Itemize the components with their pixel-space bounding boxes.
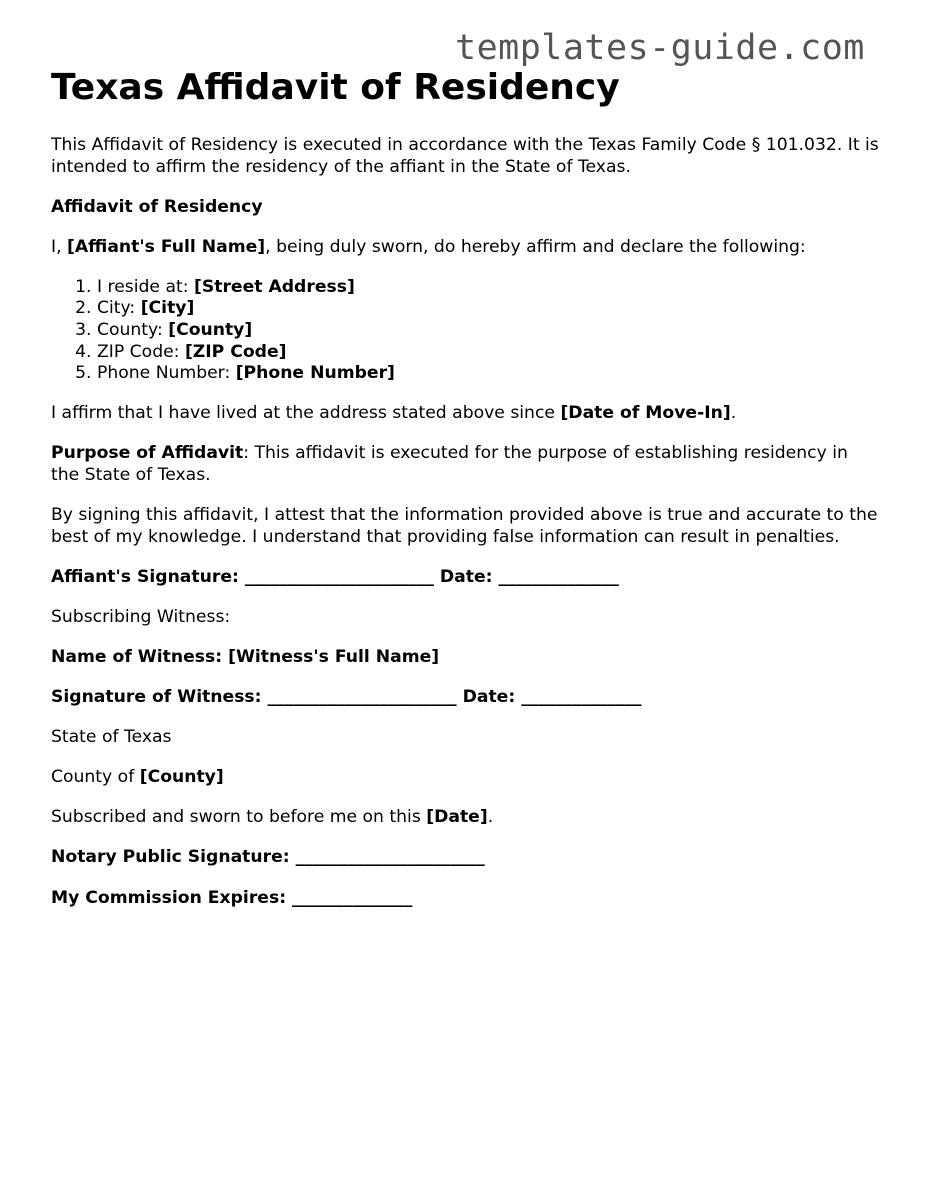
purpose-text: : This affidavit is executed for the purpose of establishing residency in the State of Texas. (51, 443, 848, 486)
witness-name-label: Name of Witness: (51, 647, 229, 667)
list-item (97, 298, 881, 320)
affiant-date-label: Date: (433, 566, 499, 587)
witness-signature-label: Signature of Witness: (51, 687, 268, 708)
commission-label: My Commission Expires: (51, 887, 293, 908)
detail-value: [City] (140, 298, 195, 319)
section-heading (51, 197, 881, 219)
state-line: State of Texas (51, 727, 172, 748)
document-title: Texas Affidavit of Residency (51, 67, 620, 108)
attestation-paragraph: By signing this affidavit, I attest that the information provided above is true and accurate to the best of my knowledge. I understand that providing false information can result in penalties. (51, 505, 878, 547)
list-item (97, 342, 881, 364)
move-in-prefix: I affirm that I have lived at the address stated above since (51, 403, 561, 424)
list-item (97, 277, 881, 299)
section-heading-text: Affidavit of Residency (51, 196, 263, 217)
detail-label: Phone Number: (97, 363, 236, 384)
purpose-paragraph (51, 443, 881, 486)
affiant-name-placeholder: [Affiant's Full Name] (67, 236, 266, 257)
purpose-label: Purpose of Affidavit (51, 443, 244, 464)
witness-name-placeholder: [Witness's Full Name] (228, 647, 440, 667)
affiant-date-field[interactable]: ______________ (498, 566, 619, 587)
declaration-prefix: I, (51, 236, 67, 257)
list-item (97, 363, 881, 385)
affiant-signature-line (51, 567, 881, 589)
move-in-paragraph (51, 403, 881, 425)
notary-signature-label: Notary Public Signature: (51, 847, 296, 868)
move-in-suffix: . (730, 403, 737, 424)
notary-signature-field[interactable]: ______________________ (295, 847, 485, 868)
residency-details-list (51, 277, 881, 385)
county-line (51, 767, 881, 789)
detail-label: City: (97, 298, 141, 319)
detail-label: I reside at: (97, 276, 194, 297)
detail-label: County: (97, 320, 169, 341)
affiant-signature-label: Affiant's Signature: (51, 566, 245, 587)
declaration-suffix: , being duly sworn, do hereby affirm and declare the following: (265, 236, 806, 257)
county-prefix: County of (51, 767, 140, 788)
detail-value: [ZIP Code] (184, 341, 287, 362)
commission-field[interactable]: ______________ (292, 887, 413, 908)
subscribing-witness-label: Subscribing Witness: (51, 606, 231, 627)
witness-signature-line (51, 687, 881, 709)
commission-line (51, 888, 881, 910)
sworn-prefix: Subscribed and sworn to before me on this (51, 807, 427, 828)
detail-label: ZIP Code: (97, 341, 185, 362)
witness-signature-field[interactable]: ______________________ (267, 687, 457, 708)
detail-value: [Street Address] (194, 276, 355, 297)
move-in-date-placeholder: [Date of Move-In] (560, 403, 731, 424)
detail-value: [County] (168, 320, 253, 341)
watermark-text: templates-guide.com (455, 28, 865, 68)
detail-value: [Phone Number] (235, 363, 395, 384)
witness-date-field[interactable]: ______________ (521, 687, 642, 708)
declaration-paragraph (51, 237, 881, 259)
county-placeholder: [County] (139, 767, 224, 788)
list-item (97, 320, 881, 342)
document-page (51, 66, 881, 928)
sworn-line (51, 807, 881, 829)
sworn-date-placeholder: [Date] (426, 807, 488, 828)
witness-date-label: Date: (456, 687, 522, 708)
intro-paragraph: This Affidavit of Residency is executed in accordance with the Texas Family Code § 101.032. It is intended to affirm the residency of the affiant in the State of Texas. (51, 135, 879, 177)
sworn-suffix: . (487, 807, 494, 828)
affiant-signature-field[interactable]: ______________________ (244, 566, 434, 587)
notary-signature-line (51, 847, 881, 869)
witness-name-line (51, 647, 881, 669)
